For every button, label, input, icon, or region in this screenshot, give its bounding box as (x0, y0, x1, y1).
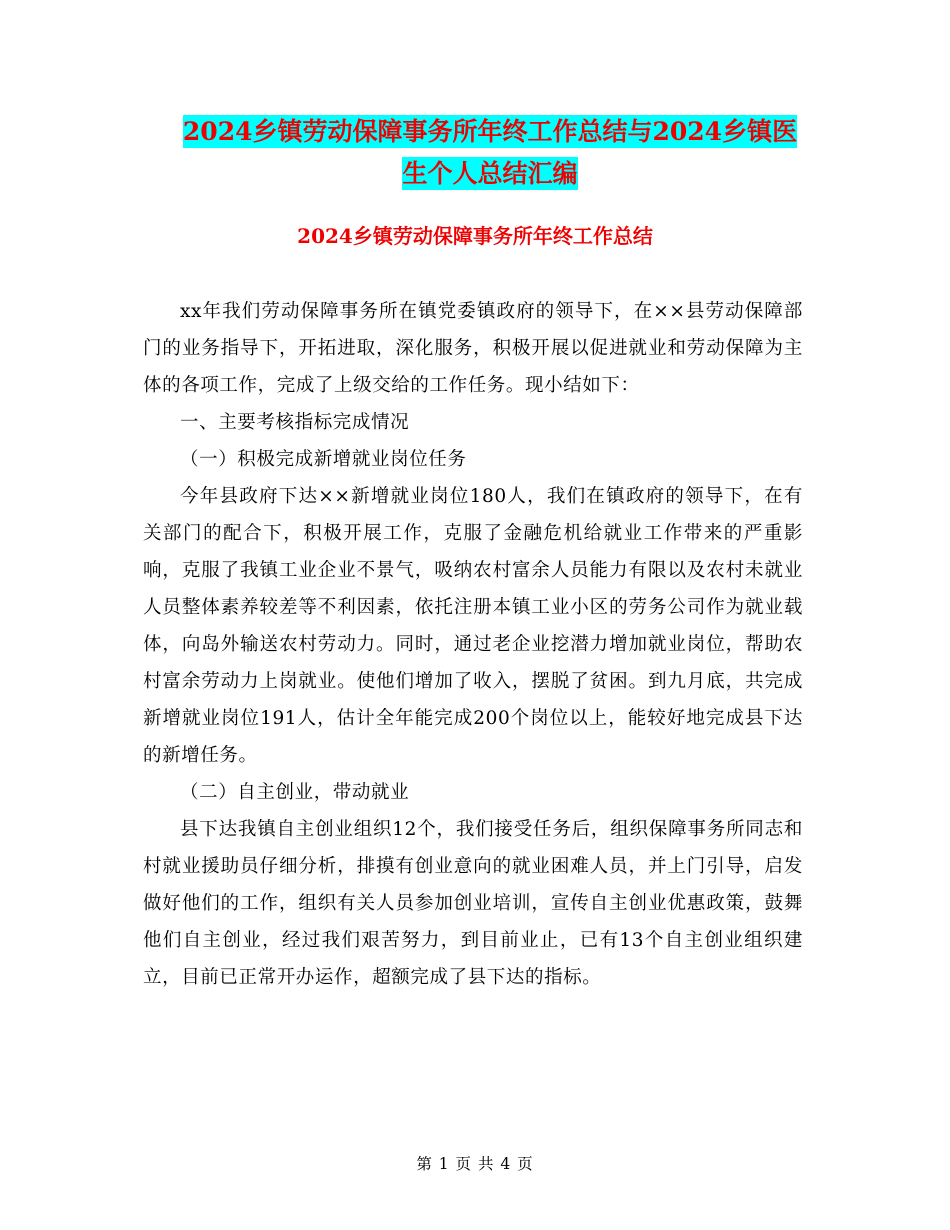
title-highlight: 生个人总结汇编 (402, 159, 578, 188)
page-footer: 第 1 页 共 4 页 (416, 1155, 534, 1173)
section-title: 2024乡镇劳动保障事务所年终工作总结 (297, 224, 653, 248)
paragraph: 县下达我镇自主创业组织12个，我们接受任务后，组织保障事务所同志和村就业援助员仔细分析，排摸有创业意向的就业困难人员，并上门引导，启发做好他们的工作，组织有关人员参加创业培训，宣传自主创业优惠政策，鼓舞他们自主创业，经过我们艰苦努力，到目前业止，已有13个自主创业组织建立，目前已正常开办运作，超额完成了县下达的指标。 (143, 819, 803, 988)
paragraph: （一）积极完成新增就业岗位任务 (180, 449, 467, 470)
document-title-line-1 (140, 108, 840, 156)
document-body (143, 293, 803, 996)
paragraph: 一、主要考核指标完成情况 (180, 412, 410, 433)
title-highlight: 2024乡镇劳动保障事务所年终工作总结与2024乡镇医 (182, 117, 798, 146)
paragraph: （二）自主创业，带动就业 (180, 782, 410, 803)
document-title-line-2 (140, 150, 840, 198)
paragraph: 今年县政府下达××新增就业岗位180人，我们在镇政府的领导下，在有关部门的配合下，积极开展工作，克服了金融危机给就业工作带来的严重影响，克服了我镇工业企业不景气，吸纳农村富余人员能力有限以及农村未就业人员整体素养较差等不利因素，依托注册本镇工业小区的劳务公司作为就业载体，向岛外输送农村劳动力。同时，通过老企业挖潜力增加就业岗位，帮助农村富余劳动力上岗就业。使他们增加了收入，摆脱了贫困。到九月底，共完成新增就业岗位191人，估计全年能完成200个岗位以上，能较好地完成县下达的新增任务。 (143, 486, 803, 766)
paragraph: xx年我们劳动保障事务所在镇党委镇政府的领导下，在××县劳动保障部门的业务指导下，开拓进取，深化服务，积极开展以促进就业和劳动保障为主体的各项工作，完成了上级交给的工作任务。现小结如下： (143, 301, 803, 396)
